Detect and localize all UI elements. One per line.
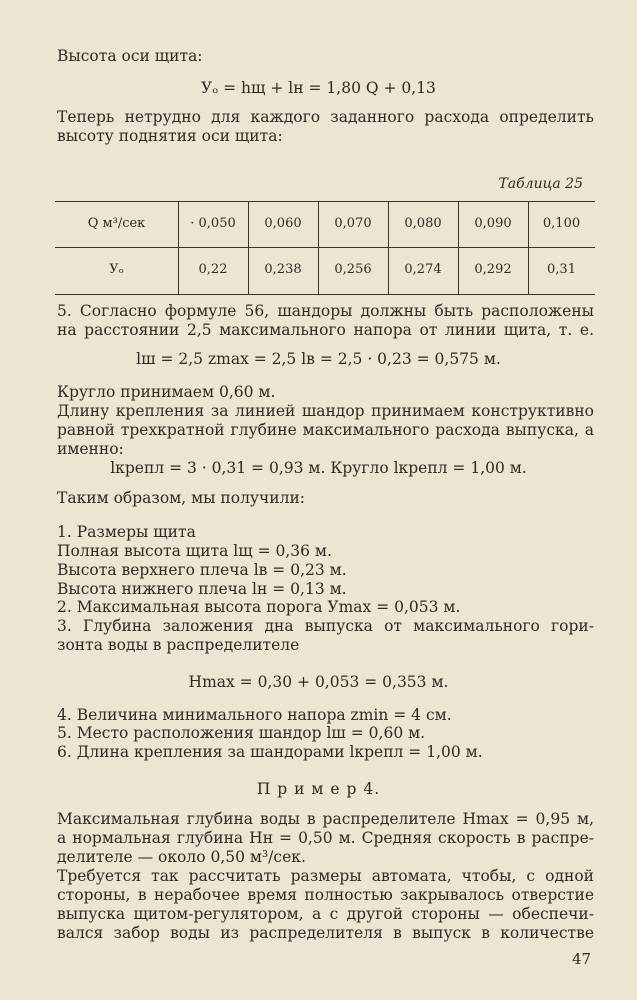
table-divider bbox=[388, 201, 389, 294]
formula-fixing-length: lкрепл = 3 · 0,31 = 0,93 м. Кругло lкрепл = 1,00 м. bbox=[110, 459, 527, 477]
table-cell-q: 0,070 bbox=[334, 216, 372, 231]
text-line: вался забор воды из распределителя в выпуск в количестве bbox=[57, 924, 594, 942]
list-item: 4. Величина минимального напора zmin = 4 см. bbox=[57, 706, 452, 724]
table-cell-y: 0,274 bbox=[404, 262, 442, 277]
table-divider bbox=[458, 201, 459, 294]
list-item: Высота нижнего плеча lн = 0,13 м. bbox=[57, 580, 347, 598]
text-line: делителе — около 0,50 м³/сек. bbox=[57, 848, 306, 866]
list-item: 6. Длина крепления за шандорами lкрепл = 1,00 м. bbox=[57, 743, 483, 761]
text-line: Кругло принимаем 0,60 м. bbox=[57, 383, 276, 401]
page-number: 47 bbox=[572, 950, 592, 968]
text-line: на расстоянии 2,5 максимального напора от линии щита, т. е. bbox=[57, 321, 594, 339]
table-cell-y: 0,31 bbox=[547, 262, 576, 277]
list-item: 1. Размеры щита bbox=[57, 523, 196, 541]
text-line: Таким образом, мы получили: bbox=[57, 489, 306, 507]
text-line: равной трехкратной глубине максимального расхода выпуска, а bbox=[57, 421, 594, 439]
text-line: именно: bbox=[57, 440, 124, 458]
text-line: стороны, в нерабочее время полностью закрывалось отверстие bbox=[57, 886, 594, 904]
table-divider bbox=[318, 201, 319, 294]
list-item: 5. Место расположения шандор lш = 0,60 м. bbox=[57, 724, 426, 742]
table-rule-bottom bbox=[55, 294, 595, 295]
text-line: Теперь нетрудно для каждого заданного расхода определить bbox=[57, 108, 594, 126]
text-line: Максимальная глубина воды в распределителе Hmax = 0,95 м, bbox=[57, 810, 594, 828]
table-rule-middle bbox=[55, 247, 595, 248]
list-item: зонта воды в распределителе bbox=[57, 636, 300, 654]
text-line: Требуется так рассчитать размеры автомата, чтобы, с одной bbox=[57, 867, 594, 885]
table-cell-q: 0,080 bbox=[404, 216, 442, 231]
table-header-q: Q м³/сек bbox=[87, 216, 146, 231]
text-line: а нормальная глубина Hн = 0,50 м. Средняя скорость в распре- bbox=[57, 829, 594, 847]
text-line: Высота оси щита: bbox=[57, 47, 203, 65]
table-cell-y: 0,22 bbox=[198, 262, 228, 277]
table-cell-q: 0,090 bbox=[474, 216, 512, 231]
text-line: 5. Согласно формуле 56, шандоры должны быть расположены bbox=[57, 302, 594, 320]
text-line: выпуска щитом-регулятором, а с другой стороны — обеспечи- bbox=[57, 905, 594, 923]
list-item: Высота верхнего плеча lв = 0,23 м. bbox=[57, 561, 347, 579]
table-cell-q: · 0,050 bbox=[190, 216, 236, 231]
table-divider bbox=[248, 201, 249, 294]
table-rule-top bbox=[55, 201, 595, 202]
table-cell-q: 0,060 bbox=[264, 216, 302, 231]
formula-axis-height: Уₒ = hщ + lн = 1,80 Q + 0,13 bbox=[201, 79, 436, 97]
table-cell-y: 0,292 bbox=[474, 262, 512, 277]
table-cell-q: 0,100 bbox=[542, 216, 581, 231]
list-item: 2. Максимальная высота порога Уmax = 0,053 м. bbox=[57, 598, 461, 616]
list-item: 3. Глубина заложения дна выпуска от максимального гори- bbox=[57, 617, 594, 635]
formula-hmax: Hmax = 0,30 + 0,053 = 0,353 м. bbox=[188, 673, 449, 691]
table-divider bbox=[178, 201, 179, 294]
formula-shandor-position: lш = 2,5 zmax = 2,5 lв = 2,5 · 0,23 = 0,575 м. bbox=[136, 350, 501, 368]
table-divider bbox=[528, 201, 529, 294]
text-line: высоту поднятия оси щита: bbox=[57, 127, 283, 145]
table-caption: Таблица 25 bbox=[498, 176, 583, 192]
text-line: Длину крепления за линией шандор принимаем конструктивно bbox=[57, 402, 594, 420]
example-heading: П р и м е р 4. bbox=[256, 780, 381, 798]
list-item: Полная высота щита lщ = 0,36 м. bbox=[57, 542, 332, 560]
table-cell-y: 0,238 bbox=[264, 262, 302, 277]
table-cell-y: 0,256 bbox=[334, 262, 372, 277]
table-header-y: Уₒ bbox=[109, 262, 124, 277]
